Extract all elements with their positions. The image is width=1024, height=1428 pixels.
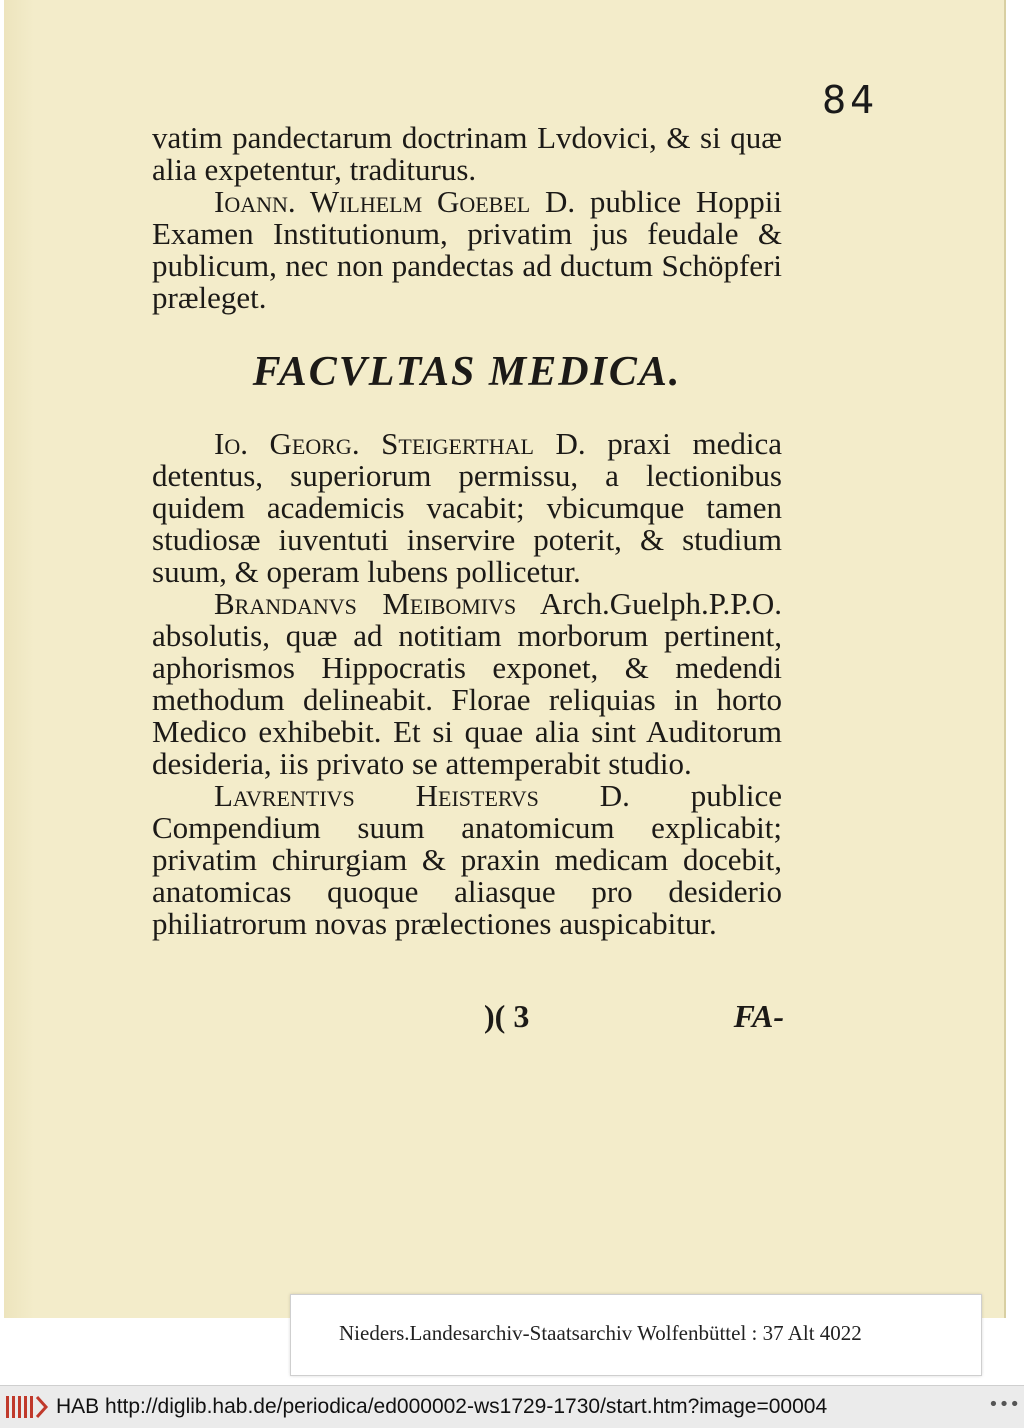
lecture-entry [152,588,782,780]
professor-name: Brandanvs Meibomivs [214,586,517,621]
professor-name: Io. Georg. Steigerthal [214,426,534,461]
more-icon[interactable]: ••• [988,1394,1020,1415]
lecture-entry [152,428,782,588]
entry-text: D. praxi medica detentus, superiorum permissu, a lectionibus quidem academicis vacabit; vbicumque tamen studiosæ iuventuti inservire poterit, & studium suum, & operam lubens pollicetur. [152,426,782,589]
page-text-block [152,122,782,940]
section-heading: FACVLTAS MEDICA. [252,349,682,395]
footer-url-text: http://diglib.hab.de/periodica/ed000002-ws1729-1730/start.htm?image=00004 [105,1395,828,1418]
professor-name: Lavrentivs Heistervs [214,778,539,813]
folio-number: 84 [822,78,879,122]
archive-label-text: Nieders.Landesarchiv-Staatsarchiv Wolfenbüttel : 37 Alt 4022 [339,1321,862,1345]
footer-logo-text: HAB [56,1395,100,1418]
continued-paragraph: vatim pandectarum doctrinam Lvdovici, & si quæ alia expetentur, traditurus. [152,120,782,187]
lecture-entry [152,186,782,314]
entry-text: D. publice Compendium suum anatomicum explicabit; privatim chirurgiam & praxin medicam docebit, anatomicas quoque aliasque pro desiderio philiatrorum novas prælectiones auspicabitur. [152,778,783,941]
hab-logo-icon[interactable] [4,1393,50,1421]
entry-text: D. publice Hoppii Examen Institutionum, privatim jus feudale & publicum, nec non pandectas ad ductum Schöpferi præleget. [152,184,783,315]
footer-url[interactable] [56,1395,827,1419]
page-edge-shadow [4,0,34,1318]
professor-name: Ioann. Wilhelm Goebel [214,184,531,219]
archive-label [290,1294,982,1376]
lecture-entry [152,780,782,940]
catchword: FA- [733,998,784,1034]
scanned-page [4,0,1006,1318]
viewer-footer-bar [0,1385,1024,1428]
signature-mark: )( 3 [484,998,530,1034]
entry-text: Arch.Guelph.P.P.O. absolutis, quæ ad notitiam morborum pertinent, aphorismos Hippocratis exponet, & medendi methodum delineabit. Florae reliquias in horto Medico exhibebit. Et si quae alia sint Auditorum desideria, iis privato se attemperabit studio. [152,586,782,781]
